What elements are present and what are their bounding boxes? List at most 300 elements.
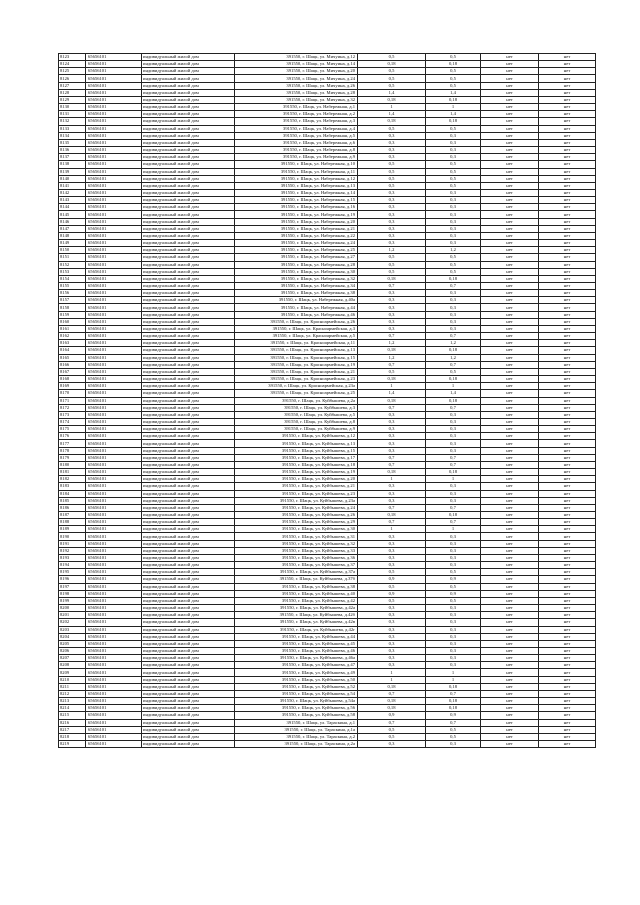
- value-b-cell: 0,3: [426, 662, 481, 669]
- flag-c-cell: нет: [481, 376, 539, 383]
- table-row: [59, 68, 596, 75]
- object-type-cell: индивидуальный жилой дом: [142, 612, 235, 619]
- oktmo-code-cell: 65656101: [86, 504, 142, 511]
- flag-d-cell: нет: [539, 325, 596, 332]
- object-type-cell: индивидуальный жилой дом: [142, 104, 235, 111]
- table-row: [59, 54, 596, 61]
- value-b-cell: 0,3: [426, 139, 481, 146]
- object-type-cell: индивидуальный жилой дом: [142, 433, 235, 440]
- value-a-cell: 0,3: [358, 554, 426, 561]
- value-b-cell: 0,7: [426, 519, 481, 526]
- value-a-cell: 0,3: [358, 433, 426, 440]
- value-a-cell: 0,3: [358, 325, 426, 332]
- object-type-cell: индивидуальный жилой дом: [142, 461, 235, 468]
- flag-d-cell: нет: [539, 619, 596, 626]
- value-a-cell: 0,9: [358, 576, 426, 583]
- flag-c-cell: нет: [481, 483, 539, 490]
- flag-d-cell: нет: [539, 626, 596, 633]
- flag-d-cell: нет: [539, 240, 596, 247]
- oktmo-code-cell: 65656101: [86, 175, 142, 182]
- flag-c-cell: нет: [481, 254, 539, 261]
- address-cell: 391550, г. Шацк, ул. Набережная, д.22: [235, 232, 358, 239]
- value-a-cell: 0,7: [358, 719, 426, 726]
- value-a-cell: 0,5: [358, 68, 426, 75]
- row-number-cell: 8197: [59, 583, 86, 590]
- flag-d-cell: нет: [539, 125, 596, 132]
- table-row: [59, 225, 596, 232]
- object-type-cell: индивидуальный жилой дом: [142, 297, 235, 304]
- value-b-cell: 0,3: [426, 411, 481, 418]
- oktmo-code-cell: 65656101: [86, 576, 142, 583]
- flag-c-cell: нет: [481, 275, 539, 282]
- address-cell: 391550, г. Шацк, ул. Набережная, д.13: [235, 182, 358, 189]
- oktmo-code-cell: 65656101: [86, 655, 142, 662]
- address-cell: 391550, г. Шацк, ул. Куйбышева, д.31: [235, 533, 358, 540]
- table-row: [59, 562, 596, 569]
- value-b-cell: 0,5: [426, 54, 481, 61]
- oktmo-code-cell: 65656101: [86, 75, 142, 82]
- table-row: [59, 104, 596, 111]
- table-row: [59, 139, 596, 146]
- table-row: [59, 383, 596, 390]
- oktmo-code-cell: 65656101: [86, 161, 142, 168]
- oktmo-code-cell: 65656101: [86, 204, 142, 211]
- object-type-cell: индивидуальный жилой дом: [142, 626, 235, 633]
- object-type-cell: индивидуальный жилой дом: [142, 204, 235, 211]
- flag-d-cell: нет: [539, 211, 596, 218]
- flag-d-cell: нет: [539, 741, 596, 748]
- table-row: [59, 576, 596, 583]
- flag-c-cell: нет: [481, 633, 539, 640]
- flag-d-cell: нет: [539, 218, 596, 225]
- row-number-cell: 8183: [59, 483, 86, 490]
- flag-c-cell: нет: [481, 204, 539, 211]
- value-a-cell: 0,18: [358, 118, 426, 125]
- flag-c-cell: нет: [481, 75, 539, 82]
- value-b-cell: 0,5: [426, 254, 481, 261]
- flag-c-cell: нет: [481, 476, 539, 483]
- flag-d-cell: нет: [539, 197, 596, 204]
- address-cell: 391550, г. Шацк, ул. Тараскина, д.1: [235, 719, 358, 726]
- table-row: [59, 461, 596, 468]
- flag-d-cell: нет: [539, 461, 596, 468]
- address-cell: 391550, г. Шацк, ул. Красноармейская, д.11: [235, 340, 358, 347]
- value-b-cell: 0,5: [426, 161, 481, 168]
- flag-c-cell: нет: [481, 418, 539, 425]
- object-type-cell: индивидуальный жилой дом: [142, 182, 235, 189]
- value-a-cell: 0,18: [358, 376, 426, 383]
- table-row: [59, 368, 596, 375]
- table-row: [59, 447, 596, 454]
- value-a-cell: 0,3: [358, 411, 426, 418]
- value-a-cell: 0,5: [358, 175, 426, 182]
- address-cell: 391550, г. Шацк, ул. Тараскина, д.2а: [235, 741, 358, 748]
- value-a-cell: 0,18: [358, 347, 426, 354]
- object-type-cell: индивидуальный жилой дом: [142, 404, 235, 411]
- value-a-cell: 1: [358, 676, 426, 683]
- flag-c-cell: нет: [481, 154, 539, 161]
- object-type-cell: индивидуальный жилой дом: [142, 397, 235, 404]
- flag-d-cell: нет: [539, 669, 596, 676]
- address-cell: 391550, г. Шацк, ул. Мичуина, д.20: [235, 68, 358, 75]
- row-number-cell: 8206: [59, 647, 86, 654]
- flag-d-cell: нет: [539, 147, 596, 154]
- address-cell: 391550, г. Шацк, ул. Куйбышева, д.42б: [235, 612, 358, 619]
- flag-d-cell: нет: [539, 368, 596, 375]
- table-row: [59, 605, 596, 612]
- row-number-cell: 8135: [59, 139, 86, 146]
- oktmo-code-cell: 65656101: [86, 597, 142, 604]
- row-number-cell: 8185: [59, 497, 86, 504]
- address-cell: 391550, г. Шацк, ул. Набережная, д.4: [235, 125, 358, 132]
- object-type-cell: индивидуальный жилой дом: [142, 132, 235, 139]
- oktmo-code-cell: 65656101: [86, 197, 142, 204]
- value-a-cell: 0,18: [358, 683, 426, 690]
- row-number-cell: 8132: [59, 118, 86, 125]
- flag-d-cell: нет: [539, 662, 596, 669]
- table-row: [59, 676, 596, 683]
- flag-d-cell: нет: [539, 154, 596, 161]
- value-b-cell: 0,3: [426, 211, 481, 218]
- row-number-cell: 8191: [59, 540, 86, 547]
- object-type-cell: индивидуальный жилой дом: [142, 655, 235, 662]
- oktmo-code-cell: 65656101: [86, 633, 142, 640]
- object-type-cell: индивидуальный жилой дом: [142, 554, 235, 561]
- value-b-cell: 0,3: [426, 304, 481, 311]
- address-cell: 391550, г. Шацк, ул. Куйбышева, д.45: [235, 640, 358, 647]
- object-type-cell: индивидуальный жилой дом: [142, 490, 235, 497]
- flag-d-cell: нет: [539, 89, 596, 96]
- table-row: [59, 469, 596, 476]
- value-b-cell: 0,3: [426, 655, 481, 662]
- address-cell: 391550, г. Шацк, ул. Куйбышева, д.47: [235, 662, 358, 669]
- value-b-cell: 0,3: [426, 311, 481, 318]
- table-row: [59, 540, 596, 547]
- oktmo-code-cell: 65656101: [86, 261, 142, 268]
- value-b-cell: 0,18: [426, 61, 481, 68]
- value-b-cell: 0,3: [426, 447, 481, 454]
- value-a-cell: 0,3: [358, 311, 426, 318]
- address-cell: 391550, г. Шацк, ул. Набережная, д.24: [235, 240, 358, 247]
- flag-c-cell: нет: [481, 354, 539, 361]
- address-cell: 391550, г. Шацк, ул. Набережная, д.44: [235, 304, 358, 311]
- value-a-cell: 1,2: [358, 340, 426, 347]
- flag-c-cell: нет: [481, 433, 539, 440]
- row-number-cell: 8130: [59, 104, 86, 111]
- value-b-cell: 0,3: [426, 418, 481, 425]
- value-b-cell: 0,5: [426, 82, 481, 89]
- flag-d-cell: нет: [539, 690, 596, 697]
- object-type-cell: индивидуальный жилой дом: [142, 154, 235, 161]
- address-cell: 391550, г. Шацк, ул. Красноармейская, д.15: [235, 354, 358, 361]
- object-type-cell: индивидуальный жилой дом: [142, 390, 235, 397]
- flag-d-cell: нет: [539, 433, 596, 440]
- object-type-cell: индивидуальный жилой дом: [142, 111, 235, 118]
- flag-c-cell: нет: [481, 68, 539, 75]
- address-cell: 391550, г. Шацк, ул. Куйбышева, д.30: [235, 526, 358, 533]
- oktmo-code-cell: 65656101: [86, 569, 142, 576]
- flag-d-cell: нет: [539, 68, 596, 75]
- flag-c-cell: нет: [481, 619, 539, 626]
- value-b-cell: 0,3: [426, 619, 481, 626]
- flag-c-cell: нет: [481, 390, 539, 397]
- address-cell: 391550, г. Шацк, ул. Куйбышева, д.49: [235, 669, 358, 676]
- oktmo-code-cell: 65656101: [86, 347, 142, 354]
- row-number-cell: 8172: [59, 404, 86, 411]
- flag-d-cell: нет: [539, 139, 596, 146]
- row-number-cell: 8128: [59, 89, 86, 96]
- table-row: [59, 626, 596, 633]
- flag-c-cell: нет: [481, 469, 539, 476]
- row-number-cell: 8148: [59, 232, 86, 239]
- oktmo-code-cell: 65656101: [86, 433, 142, 440]
- oktmo-code-cell: 65656101: [86, 619, 142, 626]
- flag-c-cell: нет: [481, 440, 539, 447]
- value-a-cell: 0,3: [358, 218, 426, 225]
- object-type-cell: индивидуальный жилой дом: [142, 247, 235, 254]
- table-row: [59, 325, 596, 332]
- object-type-cell: индивидуальный жилой дом: [142, 225, 235, 232]
- value-b-cell: 0,3: [426, 640, 481, 647]
- object-type-cell: индивидуальный жилой дом: [142, 669, 235, 676]
- value-a-cell: 0,3: [358, 626, 426, 633]
- table-row: [59, 497, 596, 504]
- flag-d-cell: нет: [539, 418, 596, 425]
- row-number-cell: 8131: [59, 111, 86, 118]
- value-b-cell: 0,3: [426, 612, 481, 619]
- oktmo-code-cell: 65656101: [86, 512, 142, 519]
- flag-d-cell: нет: [539, 283, 596, 290]
- flag-d-cell: нет: [539, 132, 596, 139]
- flag-c-cell: нет: [481, 96, 539, 103]
- value-b-cell: 0,3: [426, 633, 481, 640]
- table-row: [59, 476, 596, 483]
- value-b-cell: 1: [426, 383, 481, 390]
- address-cell: 391550, г. Шацк, ул. Набережная, д.34: [235, 283, 358, 290]
- table-row: [59, 440, 596, 447]
- value-a-cell: 0,7: [358, 690, 426, 697]
- value-b-cell: 0,3: [426, 154, 481, 161]
- flag-c-cell: нет: [481, 669, 539, 676]
- row-number-cell: 8154: [59, 275, 86, 282]
- value-a-cell: 0,7: [358, 361, 426, 368]
- row-number-cell: 8167: [59, 368, 86, 375]
- address-cell: 391550, г. Шацк, ул. Куйбышева, д.21: [235, 483, 358, 490]
- flag-c-cell: нет: [481, 640, 539, 647]
- value-b-cell: 0,9: [426, 590, 481, 597]
- oktmo-code-cell: 65656101: [86, 626, 142, 633]
- table-row: [59, 189, 596, 196]
- row-number-cell: 8202: [59, 619, 86, 626]
- row-number-cell: 8199: [59, 597, 86, 604]
- value-a-cell: 0,3: [358, 232, 426, 239]
- row-number-cell: 8123: [59, 54, 86, 61]
- address-cell: 391550, г. Шацк, ул. Набережная, д.20: [235, 218, 358, 225]
- oktmo-code-cell: 65656101: [86, 583, 142, 590]
- row-number-cell: 8177: [59, 440, 86, 447]
- row-number-cell: 8153: [59, 268, 86, 275]
- object-type-cell: индивидуальный жилой дом: [142, 361, 235, 368]
- value-a-cell: 0,3: [358, 211, 426, 218]
- row-number-cell: 8204: [59, 633, 86, 640]
- value-b-cell: 0,3: [426, 433, 481, 440]
- value-b-cell: 0,9: [426, 576, 481, 583]
- flag-c-cell: нет: [481, 726, 539, 733]
- table-row: [59, 512, 596, 519]
- flag-d-cell: нет: [539, 733, 596, 740]
- oktmo-code-cell: 65656101: [86, 333, 142, 340]
- object-type-cell: индивидуальный жилой дом: [142, 497, 235, 504]
- value-a-cell: 0,3: [358, 426, 426, 433]
- value-b-cell: 0,18: [426, 397, 481, 404]
- row-number-cell: 8141: [59, 182, 86, 189]
- address-cell: 391550, г. Шацк, ул. Набережная, д.6: [235, 139, 358, 146]
- address-cell: 391550, г. Шацк, ул. Куйбышева, д.12: [235, 433, 358, 440]
- address-cell: 391550, г. Шацк, ул. Куйбышева, д.36: [235, 554, 358, 561]
- flag-d-cell: нет: [539, 504, 596, 511]
- value-a-cell: 0,5: [358, 583, 426, 590]
- address-cell: 391550, г. Шацк, ул. Набережная, д.2: [235, 111, 358, 118]
- flag-c-cell: нет: [481, 247, 539, 254]
- value-a-cell: 0,5: [358, 54, 426, 61]
- object-type-cell: индивидуальный жилой дом: [142, 290, 235, 297]
- flag-d-cell: нет: [539, 297, 596, 304]
- value-a-cell: 0,5: [358, 597, 426, 604]
- table-row: [59, 483, 596, 490]
- value-b-cell: 1,4: [426, 390, 481, 397]
- row-number-cell: 8209: [59, 669, 86, 676]
- flag-d-cell: нет: [539, 705, 596, 712]
- address-cell: 391550, г. Шацк, ул. Красноармейская, д.26: [235, 318, 358, 325]
- flag-d-cell: нет: [539, 533, 596, 540]
- value-b-cell: 0,7: [426, 454, 481, 461]
- value-b-cell: 0,3: [426, 497, 481, 504]
- oktmo-code-cell: 65656101: [86, 61, 142, 68]
- address-cell: 391550, г. Шацк, ул. Красноармейская, д.13: [235, 347, 358, 354]
- flag-d-cell: нет: [539, 254, 596, 261]
- flag-c-cell: нет: [481, 676, 539, 683]
- table-row: [59, 633, 596, 640]
- table-row: [59, 733, 596, 740]
- value-b-cell: 0,9: [426, 712, 481, 719]
- oktmo-code-cell: 65656101: [86, 118, 142, 125]
- oktmo-code-cell: 65656101: [86, 497, 142, 504]
- object-type-cell: индивидуальный жилой дом: [142, 733, 235, 740]
- table-row: [59, 619, 596, 626]
- flag-d-cell: нет: [539, 512, 596, 519]
- object-type-cell: индивидуальный жилой дом: [142, 383, 235, 390]
- object-type-cell: индивидуальный жилой дом: [142, 647, 235, 654]
- oktmo-code-cell: 65656101: [86, 254, 142, 261]
- value-a-cell: 0,3: [358, 490, 426, 497]
- value-a-cell: 0,3: [358, 447, 426, 454]
- table-row: [59, 247, 596, 254]
- object-type-cell: индивидуальный жилой дом: [142, 254, 235, 261]
- table-row: [59, 197, 596, 204]
- table-row: [59, 583, 596, 590]
- flag-c-cell: нет: [481, 297, 539, 304]
- address-cell: 391550, г. Шацк, ул. Набережная, д.10: [235, 161, 358, 168]
- address-cell: 391550, г. Шацк, ул. Куйбышева, д.29: [235, 519, 358, 526]
- flag-c-cell: нет: [481, 712, 539, 719]
- address-cell: 391550, г. Шацк, ул. Куйбышева, д.42г: [235, 626, 358, 633]
- value-b-cell: 0,3: [426, 318, 481, 325]
- table-row: [59, 390, 596, 397]
- oktmo-code-cell: 65656101: [86, 411, 142, 418]
- oktmo-code-cell: 65656101: [86, 418, 142, 425]
- value-a-cell: 0,3: [358, 619, 426, 626]
- value-b-cell: 0,3: [426, 483, 481, 490]
- flag-d-cell: нет: [539, 304, 596, 311]
- row-number-cell: 8173: [59, 411, 86, 418]
- value-b-cell: 1,4: [426, 111, 481, 118]
- value-a-cell: 0,3: [358, 741, 426, 748]
- row-number-cell: 8190: [59, 533, 86, 540]
- object-type-cell: индивидуальный жилой дом: [142, 68, 235, 75]
- oktmo-code-cell: 65656101: [86, 189, 142, 196]
- flag-d-cell: нет: [539, 318, 596, 325]
- address-cell: 391550, г. Шацк, ул. Набережная, д.19: [235, 211, 358, 218]
- object-type-cell: индивидуальный жилой дом: [142, 526, 235, 533]
- flag-c-cell: нет: [481, 283, 539, 290]
- flag-c-cell: нет: [481, 197, 539, 204]
- flag-c-cell: нет: [481, 125, 539, 132]
- oktmo-code-cell: 65656101: [86, 741, 142, 748]
- table-row: [59, 726, 596, 733]
- row-number-cell: 8217: [59, 726, 86, 733]
- value-b-cell: 0,3: [426, 232, 481, 239]
- flag-c-cell: нет: [481, 626, 539, 633]
- flag-c-cell: нет: [481, 318, 539, 325]
- object-type-cell: индивидуальный жилой дом: [142, 741, 235, 748]
- value-b-cell: 1: [426, 476, 481, 483]
- table-row: [59, 683, 596, 690]
- row-number-cell: 8162: [59, 333, 86, 340]
- flag-c-cell: нет: [481, 533, 539, 540]
- table-row: [59, 211, 596, 218]
- value-b-cell: 0,3: [426, 225, 481, 232]
- table-row: [59, 741, 596, 748]
- value-b-cell: 0,7: [426, 333, 481, 340]
- value-b-cell: 0,3: [426, 540, 481, 547]
- table-row: [59, 240, 596, 247]
- flag-d-cell: нет: [539, 347, 596, 354]
- row-number-cell: 8145: [59, 211, 86, 218]
- value-b-cell: 0,3: [426, 554, 481, 561]
- value-b-cell: 0,5: [426, 726, 481, 733]
- flag-c-cell: нет: [481, 161, 539, 168]
- oktmo-code-cell: 65656101: [86, 154, 142, 161]
- oktmo-code-cell: 65656101: [86, 297, 142, 304]
- value-a-cell: 1: [358, 383, 426, 390]
- object-type-cell: индивидуальный жилой дом: [142, 440, 235, 447]
- table-row: [59, 347, 596, 354]
- object-type-cell: индивидуальный жилой дом: [142, 676, 235, 683]
- value-b-cell: 0,3: [426, 240, 481, 247]
- value-b-cell: 0,7: [426, 504, 481, 511]
- value-a-cell: 0,5: [358, 261, 426, 268]
- flag-d-cell: нет: [539, 454, 596, 461]
- row-number-cell: 8201: [59, 612, 86, 619]
- row-number-cell: 8161: [59, 325, 86, 332]
- address-cell: 391550, г. Шацк, ул. Красноармейская, д.23: [235, 376, 358, 383]
- oktmo-code-cell: 65656101: [86, 268, 142, 275]
- flag-c-cell: нет: [481, 118, 539, 125]
- address-cell: 391550, г. Шацк, ул. Куйбышева, д.56: [235, 705, 358, 712]
- flag-d-cell: нет: [539, 111, 596, 118]
- row-number-cell: 8171: [59, 397, 86, 404]
- object-type-cell: индивидуальный жилой дом: [142, 376, 235, 383]
